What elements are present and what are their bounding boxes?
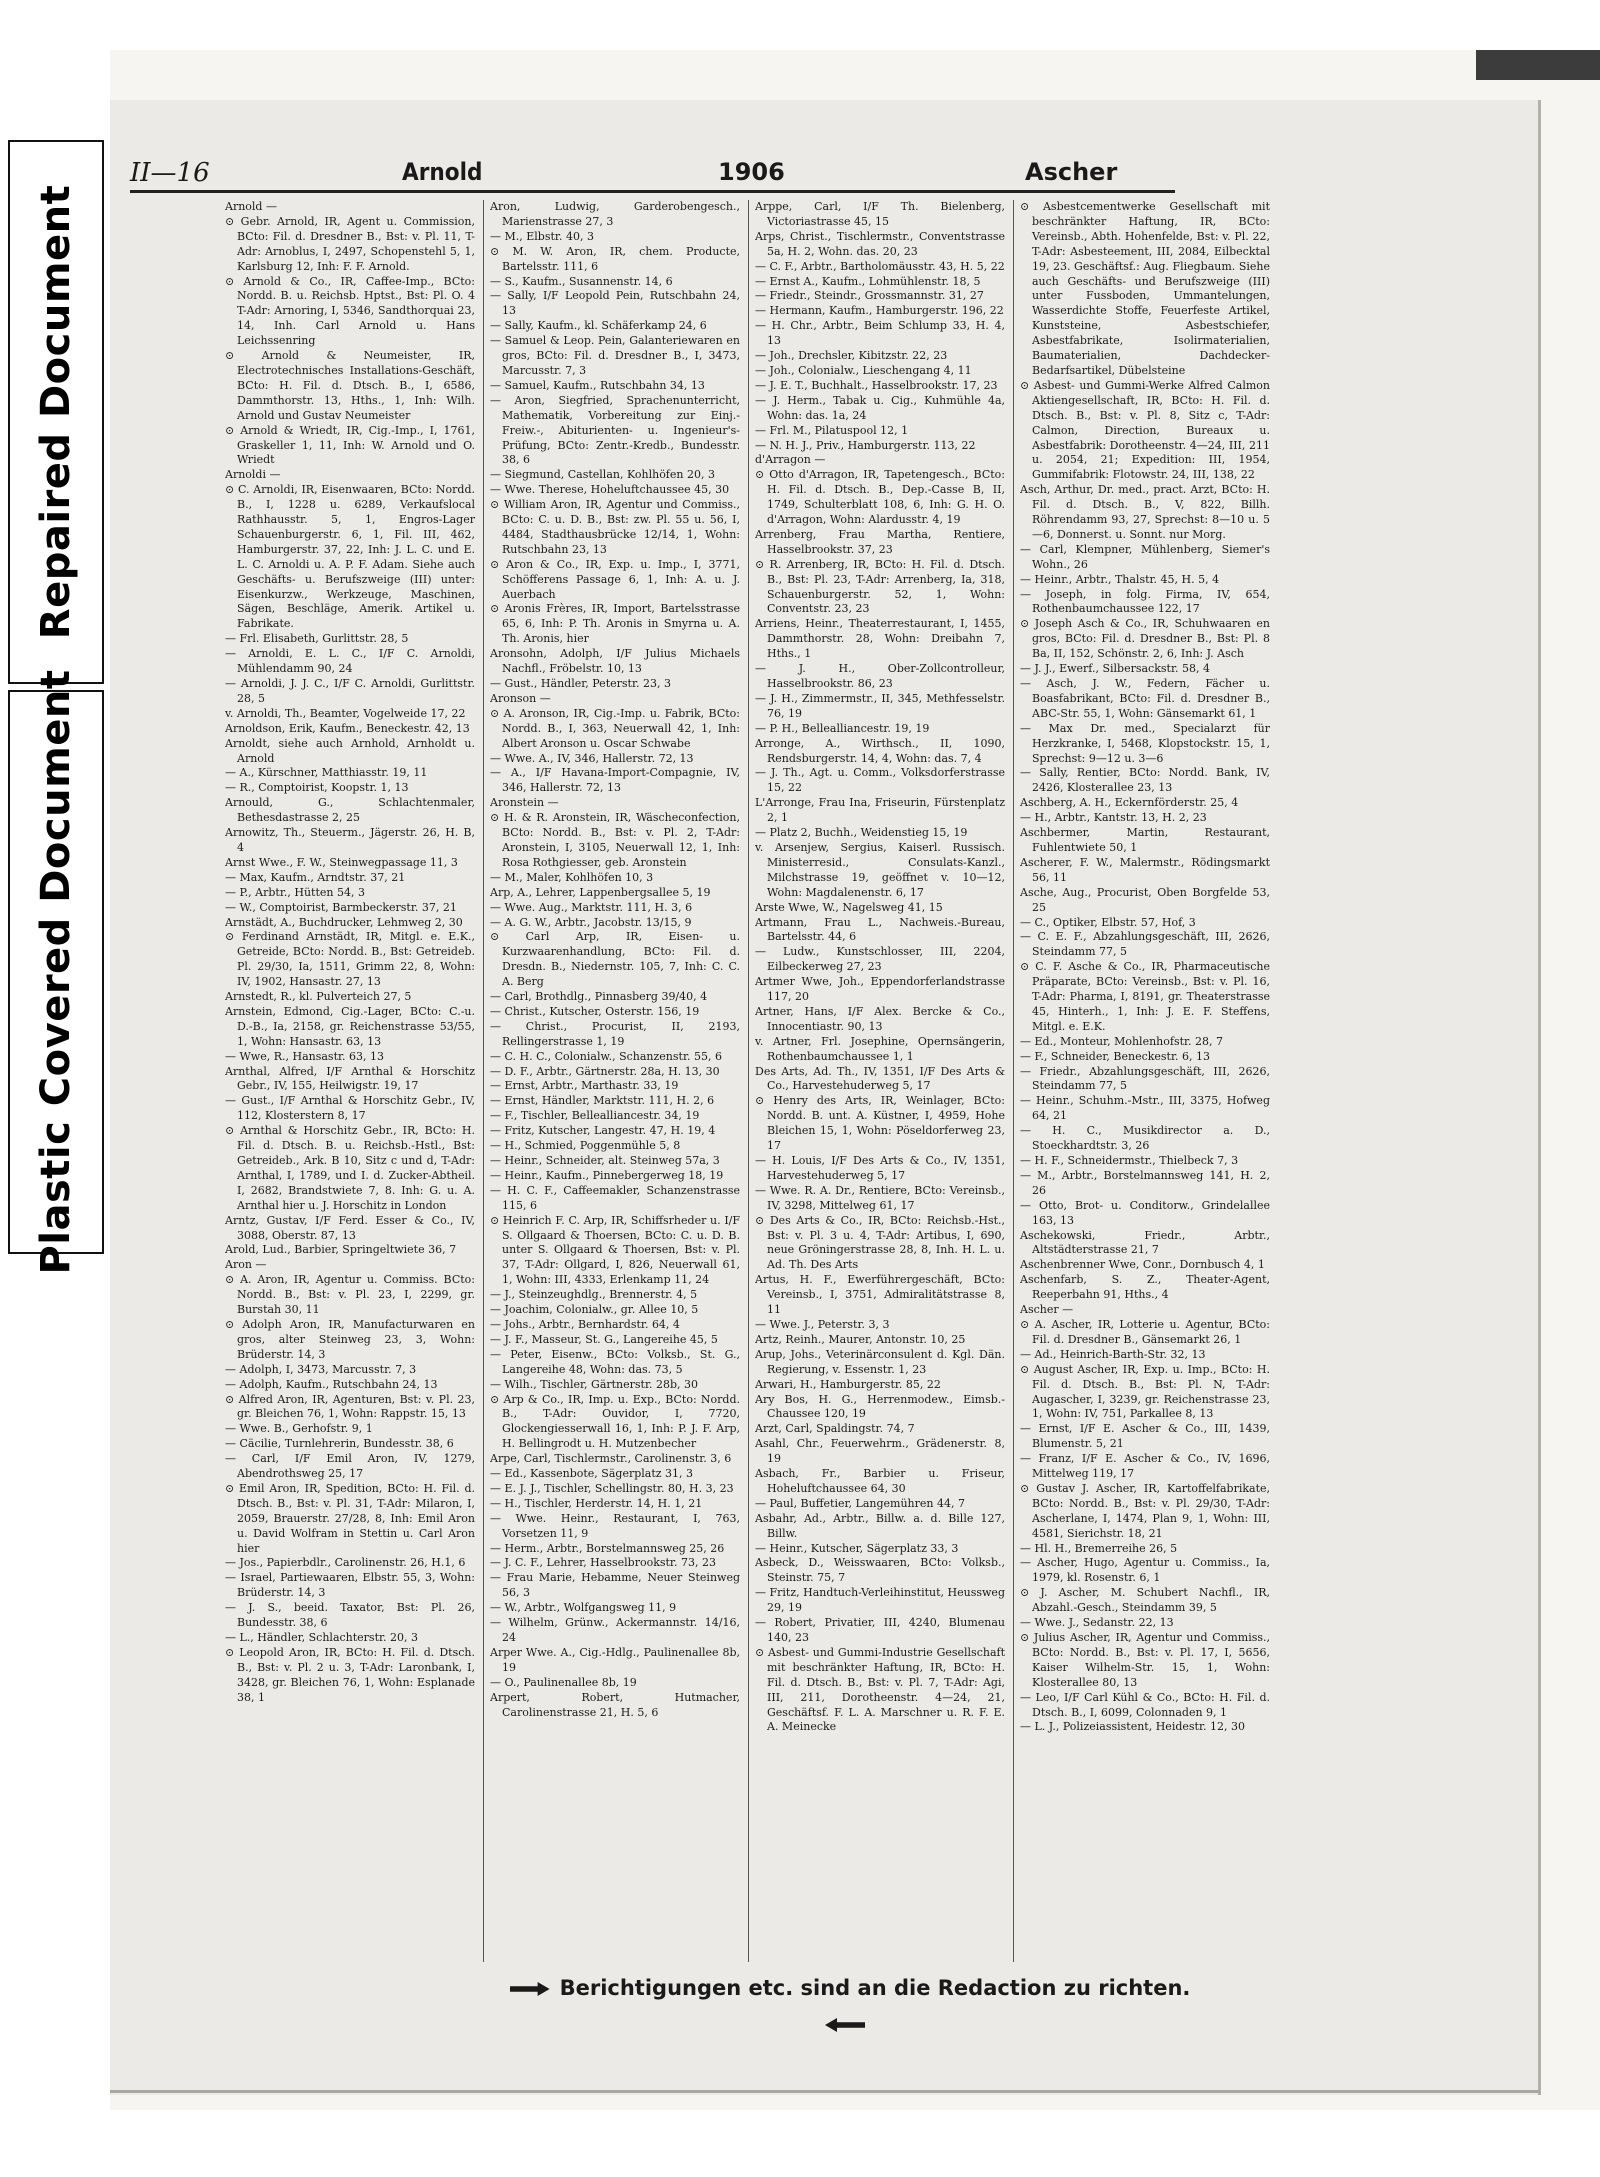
pointing-hand-icon [510, 1982, 550, 1996]
directory-entry: Arnstein, Edmond, Cig.-Lager, BCto: C.-u. D.-B., Ia, 2158, gr. Reichenstrasse 53/55, 1, Wohn: Hansastr. 63, 13 [225, 1004, 475, 1048]
directory-entry: — C. H. C., Colonialw., Schanzenstr. 55, 6 [490, 1049, 722, 1063]
directory-entry: ⊙ Gustav J. Ascher, IR, Kartoffelfabrikate, BCto: Nordd. B., Bst: v. Pl. 29/30, T-Adr: Ascherlane, I, 1474, Plan 9, 1, Wohn: III, 4581, Sierichstr. 18, 21 [1020, 1481, 1270, 1540]
directory-entry: ⊙ Otto d'Arragon, IR, Tapetengesch., BCto: H. Fil. d. Dtsch. B., Dep.-Casse B, II, 1749, Schulterblatt 108, 6, Inh: G. H. O. d'Arragon, Wohn: Alardusstr. 4, 19 [755, 468, 1005, 527]
directory-entry: v. Arsenjew, Sergius, Kaiserl. Russisch. Ministerresid., Consulats-Kanzl., Milchstrasse 19, geöffnet v. 10—12, Wohn: Magdalenenstr. 6, 17 [755, 840, 1005, 899]
directory-entry: L'Arronge, Frau Ina, Friseurin, Fürstenplatz 2, 1 [755, 796, 1005, 825]
directory-entry: — W., Arbtr., Wolfgangsweg 11, 9 [490, 1601, 677, 1615]
directory-entry: — H. C. F., Caffeemakler, Schanzenstrasse 115, 6 [490, 1183, 740, 1212]
directory-entry: — Christ., Procurist, II, 2193, Rellingerstrasse 1, 19 [490, 1019, 740, 1048]
directory-entry: — H., Arbtr., Kantstr. 13, H. 2, 23 [1020, 811, 1207, 825]
page-footer [485, 1970, 1205, 2006]
directory-entry: — Ernst, I/F E. Ascher & Co., III, 1439, Blumenstr. 5, 21 [1020, 1422, 1270, 1451]
directory-entry: — Ed., Kassenbote, Sägerplatz 31, 3 [490, 1467, 694, 1481]
directory-entry: — Carl, I/F Emil Aron, IV, 1279, Abendrothsweg 25, 17 [225, 1452, 475, 1481]
repaired-label: Repaired Document [33, 184, 79, 640]
directory-entry: Asche, Aug., Procurist, Oben Borgfelde 53, 25 [1020, 885, 1270, 914]
side-label-strip [0, 0, 110, 2177]
directory-entry: ⊙ R. Arrenberg, IR, BCto: H. Fil. d. Dtsch. B., Bst: Pl. 23, T-Adr: Arrenberg, Ia, 318, Schauenburgerstr. 52, 1, Wohn: Conventstr. 23, 23 [755, 557, 1005, 616]
directory-entry: — H. C., Musikdirector a. D., Stoeckhardtstr. 3, 26 [1020, 1124, 1270, 1153]
directory-entry: — Sally, Kaufm., kl. Schäferkamp 24, 6 [490, 319, 707, 333]
directory-entry: — Ludw., Kunstschlosser, III, 2204, Eilbeckerweg 27, 23 [755, 945, 1005, 974]
directory-entry: — Joachim, Colonialw., gr. Allee 10, 5 [490, 1303, 699, 1317]
directory-entry: ⊙ C. F. Asche & Co., IR, Pharmaceutische Präparate, BCto: Vereinsb., Bst: v. Pl. 16, T-Adr: Pharma, I, 8191, gr. Theaterstrasse 45, Hinterh., 1, Inh: J. E. F. Steffens, Mitgl. e. E.K. [1020, 960, 1270, 1033]
directory-entry: — J. E. T., Buchhalt., Hasselbrookstr. 17, 23 [755, 378, 998, 392]
directory-entry: ⊙ William Aron, IR, Agentur und Commiss., BCto: C. u. D. B., Bst: zw. Pl. 55 u. 56, I, 4484, Stadthausbrücke 12/14, 1, Wohn: Rutschbahn 23, 13 [490, 498, 740, 556]
directory-entry: Arps, Christ., Tischlermstr., Conventstrasse 5a, H. 2, Wohn. das. 20, 23 [755, 229, 1005, 258]
directory-entry: Aschenbrenner Wwe, Conr., Dornbusch 4, 1 [1020, 1258, 1265, 1272]
directory-entry: — Jos., Papierbdlr., Carolinenstr. 26, H.1, 6 [225, 1556, 466, 1570]
directory-entry: ⊙ Arnthal & Horschitz Gebr., IR, BCto: H. Fil. d. Dtsch. B. u. Reichsb.-Hstl., Bst: Getreideb., Ark. B 10, Sitz c und d, T-Adr: Arnthal, I, 1789, und I. d. Zucker-Abtheil. I, 2682, Brandstwiete 7, 8. Inh: G. u. A. Arnthal hier u. J. Horschitz in London [225, 1124, 475, 1212]
header-year: 1906 [718, 158, 785, 186]
directory-entry: Arnoldson, Erik, Kaufm., Beneckestr. 42, 13 [225, 721, 470, 735]
directory-entry: Asbach, Fr., Barbier u. Friseur, Hoheluftchaussee 64, 30 [755, 1467, 1005, 1495]
directory-entry: — Sally, Rentier, BCto: Nordd. Bank, IV, 2426, Klosterallee 23, 13 [1020, 766, 1270, 795]
directory-entry: — Joseph, in folg. Firma, IV, 654, Rothenbaumchaussee 122, 17 [1020, 587, 1270, 616]
plastic-covered-label-box [8, 669, 104, 1275]
directory-entry: — Ad., Heinrich-Barth-Str. 32, 13 [1020, 1347, 1206, 1361]
directory-entry: — Cäcilie, Turnlehrerin, Bundesstr. 38, 6 [225, 1437, 454, 1451]
directory-entry: — Gust., I/F Arnthal & Horschitz Gebr., IV, 112, Klosterstern 8, 17 [225, 1094, 475, 1123]
directory-entry: ⊙ Heinrich F. C. Arp, IR, Schiffsrheder u. I/F S. Ollgaard & Thoersen, BCto: C. u. D. B. unter S. Ollgaard & Thoersen, Bst: v. Pl. 37, T-Adr: Ollgard, I, 826, Neuerwall 61, 1, Wohn: III, 4333, Erlenkamp 11, 24 [490, 1213, 740, 1287]
directory-entry: — Heinr., Kaufm., Pinnebergerweg 18, 19 [490, 1168, 724, 1182]
directory-entry: ⊙ Arnold & Wriedt, IR, Cig.-Imp., I, 1761, Graskeller 1, 11, Inh: W. Arnold und O. Wriedt [225, 423, 475, 467]
directory-entry: — E. J. J., Tischler, Schellingstr. 80, H. 3, 23 [490, 1481, 734, 1495]
directory-entry: — Max Dr. med., Specialarzt für Herzkranke, I, 5468, Klopstockstr. 15, 1, Sprechst: 9—12 u. 3—6 [1020, 721, 1270, 765]
directory-entry: — P., Arbtr., Hütten 54, 3 [225, 885, 365, 899]
directory-entry: — J. H., Zimmermstr., II, 345, Methfesselstr. 76, 19 [755, 691, 1005, 720]
directory-entry: — H., Schmied, Poggenmühle 5, 8 [490, 1139, 681, 1153]
directory-entry: — F., Schneider, Beneckestr. 6, 13 [1020, 1049, 1211, 1063]
directory-entry: Arnstädt, A., Buchdrucker, Lehmweg 2, 30 [225, 915, 463, 929]
directory-entry: ⊙ Ferdinand Arnstädt, IR, Mitgl. e. E.K., Getreide, BCto: Nordd. B., Bst: Getreideb. Pl. 29/30, Ia, 1511, Grimm 22, 8, Wohn: IV, 1902, Hansastr. 27, 13 [225, 930, 475, 989]
repaired-label-box [8, 140, 104, 684]
directory-entry: — Adolph, I, 3473, Marcusstr. 7, 3 [225, 1362, 417, 1376]
directory-entry: Aronson — [490, 691, 551, 705]
directory-entry: ⊙ Asbest- und Gummi-Industrie Gesellschaft mit beschränkter Haftung, IR, BCto: H. Fil. d. Dtsch. B., Bst: v. Pl. 7, T-Adr: Agi, III, 211, Dorotheenstr. 4—24, 21, Geschäftsf. F. L. A. Marschner u. R. F. E. A. Meinecke [755, 1645, 1005, 1734]
directory-entry: ⊙ J. Ascher, M. Schubert Nachfl., IR, Abzahl.-Gesch., Steindamm 39, 5 [1020, 1586, 1270, 1615]
directory-entry: — H. Louis, I/F Des Arts & Co., IV, 1351, Harvestehuderweg 5, 17 [755, 1154, 1005, 1182]
column-divider [748, 200, 749, 1962]
directory-entry: Arnstedt, R., kl. Pulverteich 27, 5 [225, 990, 412, 1004]
directory-entry: — Wwe. B., Gerhofstr. 9, 1 [225, 1422, 373, 1436]
directory-entry: — Samuel & Leop. Pein, Galanteriewaren en gros, BCto: Fil. d. Dresdner B., I, 3473, Marcusstr. 7, 3 [490, 334, 740, 377]
directory-entry: Arnoldi — [225, 468, 281, 482]
directory-entry: ⊙ Julius Ascher, IR, Agentur und Commiss., BCto: Nordd. B., Bst: v. Pl. 17, I, 5656, Kaiser Wilhelm-Str. 15, 1, Wohn: Klosterallee 80, 13 [1020, 1631, 1270, 1689]
directory-entry: Ary Bos, H. G., Herrenmodew., Eimsb.-Chaussee 120, 19 [755, 1392, 1005, 1421]
directory-entry: ⊙ Adolph Aron, IR, Manufacturwaren en gros, alter Steinweg 23, 3, Wohn: Brüderstr. 14, 3 [225, 1317, 475, 1361]
directory-entry: Arste Wwe, W., Nagelsweg 41, 15 [755, 900, 943, 914]
directory-entry: ⊙ Emil Aron, IR, Spedition, BCto: H. Fil. d. Dtsch. B., Bst: v. Pl. 31, T-Adr: Milaron, I, 2059, Brauerstr. 27/28, 8, Inh: Emil Aron u. David Wolfram in Stettin u. Carl Aron hier [225, 1481, 475, 1555]
directory-entry: — Asch, J. W., Federn, Fächer u. Boasfabrikant, BCto: Fil. d. Dresdner B., ABC-Str. 55, 1, Wohn: Gänsemarkt 61, 1 [1020, 677, 1270, 720]
directory-entry: — Ed., Monteur, Mohlenhofstr. 28, 7 [1020, 1034, 1224, 1048]
directory-entry: ⊙ Arp & Co., IR, Imp. u. Exp., BCto: Nordd. B., T-Adr: Ouvidor, I, 7720, Glockengiesserwall 16, 1, Inh: P. J. F. Arp, H. Bellingrodt u. H. Mutzenbecher [490, 1392, 740, 1451]
directory-entry: — Heinr., Schuhm.-Mstr., III, 3375, Hofweg 64, 21 [1020, 1094, 1270, 1123]
directory-entry: ⊙ A. Aronson, IR, Cig.-Imp. u. Fabrik, BCto: Nordd. B., I, 363, Neuerwall 42, 1, Inh: Albert Aronson u. Oscar Schwabe [490, 706, 740, 750]
directory-entry: Arper Wwe. A., Cig.-Hdlg., Paulinenallee 8b, 19 [490, 1645, 740, 1674]
directory-entry: ⊙ Arnold & Neumeister, IR, Electrotechnisches Installations-Geschäft, BCto: H. Fil. d. Dtsch. B., I, 6586, Dammthorstr. 13, Hths., 1, Inh: Wilh. Arnold und Gustav Neumeister [225, 349, 475, 422]
directory-entry: Asch, Arthur, Dr. med., pract. Arzt, BCto: H. Fil. d. Dtsch. B., V, 822, Billh. Röhrendamm 93, 27, Sprechst: 8—10 u. 5—6, Donnerst. u. Sonnt. nur Morg. [1020, 483, 1270, 541]
header-last-entry: Ascher [1025, 158, 1118, 186]
directory-entry: Arp, A., Lehrer, Lappenbergsallee 5, 19 [490, 885, 711, 899]
directory-entry: — Frl. M., Pilatuspool 12, 1 [755, 423, 909, 437]
directory-entry: Arnowitz, Th., Steuerm., Jägerstr. 26, H. B, 4 [225, 826, 475, 854]
directory-entry: — Franz, I/F E. Ascher & Co., IV, 1696, Mittelweg 119, 17 [1020, 1452, 1270, 1481]
directory-entry: Artus, H. F., Ewerführergeschäft, BCto: Vereinsb., I, 3751, Admiralitätstrasse 8, 11 [755, 1273, 1005, 1317]
directory-entry: Arpe, Carl, Tischlermstr., Carolinenstr. 3, 6 [490, 1452, 732, 1466]
directory-entry: Asbahr, Ad., Arbtr., Billw. a. d. Bille 127, Billw. [755, 1511, 1005, 1540]
directory-entry: Asbeck, D., Weisswaaren, BCto: Volksb., Steinstr. 75, 7 [755, 1556, 1005, 1585]
page-number: II—16 [130, 158, 210, 188]
directory-entry: ⊙ Asbestcementwerke Gesellschaft mit beschränkter Haftung, IR, BCto: Vereinsb., Abth. Hohenfelde, Bst: v. Pl. 22, T-Adr: Asbesteement, III, 2084, Eilbecktal 19, 23. Geschäftsf.: Aug. Fliegbaum. Siehe auch Geschäfts- und Berufszweige (III) unter Fussboden, Ummantelungen, Wasserdichte Stoffe, Feuerfeste Artikel, Kunststeine, Asbestschiefer, Asbestfabrikate, Isolirmaterialien, Baumaterialien, Dachdecker-Bedarfsartikel, Dübelsteine [1020, 200, 1270, 377]
directory-entry: ⊙ Aron & Co., IR, Exp. u. Imp., I, 3771, Schöfferens Passage 6, 1, Inh: A. u. J. Auerbach [490, 557, 740, 601]
directory-entry: — J. F., Masseur, St. G., Langereihe 45, 5 [490, 1332, 718, 1346]
directory-entry: v. Arnoldi, Th., Beamter, Vogelweide 17, 22 [225, 706, 466, 720]
directory-entry: Arnould, G., Schlachtenmaler, Bethesdastrasse 2, 25 [225, 796, 475, 825]
directory-entry: — J. S., beeid. Taxator, Bst: Pl. 26, Bundesstr. 38, 6 [225, 1601, 475, 1630]
directory-entry: Artmer Wwe, Joh., Eppendorferlandstrasse 117, 20 [755, 975, 1005, 1004]
directory-entry: Aronsohn, Adolph, I/F Julius Michaels Nachfl., Fröbelstr. 10, 13 [490, 647, 740, 676]
directory-entry: — Carl, Brothdlg., Pinnasberg 39/40, 4 [490, 990, 708, 1004]
directory-entry: — Platz 2, Buchh., Weidenstieg 15, 19 [755, 826, 968, 840]
directory-entry: ⊙ Joseph Asch & Co., IR, Schuhwaaren en gros, BCto: Fil. d. Dresdner B., Bst: Pl. 8 Ba, II, 152, Schönstr. 2, 6, Inh: J. Asch [1020, 617, 1270, 661]
directory-entry: — Leo, I/F Carl Kühl & Co., BCto: H. Fil. d. Dtsch. B., I, 6099, Colonnaden 9, 1 [1020, 1690, 1270, 1719]
directory-entry: Arrenberg, Frau Martha, Rentiere, Hasselbrookstr. 37, 23 [755, 527, 1005, 556]
directory-entry: — Peter, Eisenw., BCto: Volksb., St. G., Langereihe 48, Wohn: das. 73, 5 [490, 1347, 740, 1376]
directory-entry: ⊙ Leopold Aron, IR, BCto: H. Fil. d. Dtsch. B., Bst: v. Pl. 2 u. 3, T-Adr: Laronbank, I, 3428, gr. Bleichen 76, 1, Wohn: Esplanade 38, 1 [225, 1645, 475, 1704]
directory-entry: — Wilh., Tischler, Gärtnerstr. 28b, 30 [490, 1377, 699, 1391]
directory-entry: — Christ., Kutscher, Osterstr. 156, 19 [490, 1004, 700, 1018]
directory-entry: ⊙ Asbest- und Gummi-Werke Alfred Calmon Aktiengesellschaft, IR, BCto: H. Fil. d. Dtsch. B., Bst: v. Pl. 8, Sitz c, T-Adr: Calmon, Direction, Bureaux u. Asbestfabrik: Dorotheenstr. 4—24, III, 211 u. 2054, 21; Expedition: III, 1954, Gummifabrik: Flotowstr. 24, III, 138, 22 [1020, 378, 1270, 482]
directory-entry: — J. C. F., Lehrer, Hasselbrookstr. 73, 23 [490, 1556, 716, 1570]
directory-entry: — D. F., Arbtr., Gärtnerstr. 28a, H. 13, 30 [490, 1064, 720, 1078]
directory-entry: — Aron, Siegfried, Sprachenunterricht, Mathematik, Vorbereitung zur Einj.-Freiw.-, Abiturienten- u. Ingenieur's-Prüfung, BCto: Zentr.-Kredb., Bundesstr. 38, 6 [490, 393, 740, 467]
column-4 [1020, 200, 1270, 1962]
directory-entry: Aron, Ludwig, Garderobengesch., Marienstrasse 27, 3 [490, 200, 740, 228]
directory-entry: — Arnoldi, J. J. C., I/F C. Arnoldi, Gurlittstr. 28, 5 [225, 677, 475, 705]
directory-entry: Arriens, Heinr., Theaterrestaurant, I, 1455, Dammthorstr. 28, Wohn: Dreibahn 7, Hths., 1 [755, 617, 1005, 661]
directory-entry: — Paul, Buffetier, Langemühren 44, 7 [755, 1496, 965, 1510]
directory-entry: Aschbermer, Martin, Restaurant, Fuhlentwiete 50, 1 [1020, 826, 1270, 854]
directory-entry: — Wwe. Aug., Marktstr. 111, H. 3, 6 [490, 900, 693, 914]
page-bottom-edge [100, 2090, 1540, 2093]
directory-entry: Artmann, Frau L., Nachweis.-Bureau, Bartelsstr. 44, 6 [755, 915, 1005, 944]
directory-entry: — Arnoldi, E. L. C., I/F C. Arnoldi, Mühlendamm 90, 24 [225, 647, 475, 676]
directory-entry: — Heinr., Schneider, alt. Steinweg 57a, 3 [490, 1154, 720, 1167]
directory-entry: — C., Optiker, Elbstr. 57, Hof, 3 [1020, 915, 1196, 929]
directory-entry: — M., Elbstr. 40, 3 [490, 229, 594, 243]
directory-entry: ⊙ Des Arts & Co., IR, BCto: Reichsb.-Hst., Bst: v. Pl. 3 u. 4, T-Adr: Artibus, I, 690, neue Gröningerstrasse 28, 8, Inh. H. L. u. Ad. Th. Des Arts [755, 1213, 1005, 1272]
directory-entry: — N. H. J., Priv., Hamburgerstr. 113, 22 [755, 438, 976, 452]
directory-entry: — Ascher, Hugo, Agentur u. Commiss., Ia, 1979, kl. Rosenstr. 6, 1 [1020, 1556, 1270, 1585]
column-divider [1013, 200, 1014, 1962]
directory-entry: — Robert, Privatier, III, 4240, Blumenau 140, 23 [755, 1616, 1005, 1644]
pointing-hand-icon [825, 2018, 865, 2032]
directory-entry: Arwari, H., Hamburgerstr. 85, 22 [755, 1377, 941, 1391]
directory-entry: ⊙ C. Arnoldi, IR, Eisenwaaren, BCto: Nordd. B., I, 1228 u. 6289, Verkaufslocal Rathhausstr. 5, 1, Engros-Lager Schauenburgerstr. 6, 1, Fil. III, 462, Hamburgerstr. 37, 22, Inh: J. L. C. und E. L. C. Arnoldi u. A. P. F. Adam. Siehe auch Geschäfts- u. Berufszweige (III) unter: Eisenkurzw., Werkzeuge, Maschinen, Sägen, Beschläge, Amerik. Artikel u. Fabrikate. [225, 483, 475, 631]
directory-entry: — A., I/F Havana-Import-Compagnie, IV, 346, Hallerstr. 72, 13 [490, 766, 740, 795]
directory-entry: Arnold — [225, 200, 277, 213]
directory-entry: — J., Steinzeughdlg., Brennerstr. 4, 5 [490, 1288, 698, 1302]
directory-entry: Ascherer, F. W., Malermstr., Rödingsmarkt 56, 11 [1020, 855, 1270, 884]
directory-entry: ⊙ Carl Arp, IR, Eisen- u. Kurzwaarenhandlung, BCto: Fil. d. Dresdn. B., Niedernstr. 105, 7, Inh: C. C. A. Berg [490, 930, 740, 989]
directory-entry: Arronge, A., Wirthsch., II, 1090, Rendsburgerstr. 14, 4, Wohn: das. 7, 4 [755, 736, 1005, 765]
directory-columns [225, 200, 1270, 1962]
directory-entry: — H. F., Schneidermstr., Thielbeck 7, 3 [1020, 1154, 1239, 1167]
directory-entry: — J. J., Ewerf., Silbersackstr. 58, 4 [1020, 662, 1210, 676]
directory-entry: — P. H., Bellealliancestr. 19, 19 [755, 721, 930, 735]
directory-entry: d'Arragon — [755, 453, 826, 467]
directory-entry: — Sally, I/F Leopold Pein, Rutschbahn 24, 13 [490, 289, 740, 318]
directory-entry: — J. Herm., Tabak u. Cig., Kuhmühle 4a, Wohn: das. 1a, 24 [755, 393, 1005, 422]
directory-entry: — H. Chr., Arbtr., Beim Schlump 33, H. 4, 13 [755, 319, 1005, 348]
directory-entry: — Wwe. Heinr., Restaurant, I, 763, Vorsetzen 11, 9 [490, 1511, 740, 1540]
directory-entry: Artz, Reinh., Maurer, Antonstr. 10, 25 [755, 1332, 966, 1346]
page-header [130, 150, 1175, 194]
directory-entry: Artner, Hans, I/F Alex. Bercke & Co., Innocentiastr. 90, 13 [755, 1004, 1005, 1033]
directory-entry: — S., Kaufm., Susannenstr. 14, 6 [490, 274, 673, 288]
directory-entry: — Ernst A., Kaufm., Lohmühlenstr. 18, 5 [755, 274, 981, 288]
directory-entry: — Otto, Brot- u. Conditorw., Grindelallee 163, 13 [1020, 1198, 1270, 1227]
directory-entry: — O., Paulinenallee 8b, 19 [490, 1675, 637, 1689]
directory-entry: Arnoldt, siehe auch Arnhold, Arnholdt u. Arnold [225, 736, 475, 765]
directory-entry: ⊙ M. W. Aron, IR, chem. Producte, Bartelsstr. 111, 6 [490, 244, 740, 273]
directory-entry: — Gust., Händler, Peterstr. 23, 3 [490, 677, 671, 690]
directory-entry: — Joh., Colonialw., Lieschengang 4, 11 [755, 363, 972, 377]
header-first-entry: Arnold [402, 158, 483, 186]
directory-entry: — Wilhelm, Grünw., Ackermannstr. 14/16, 24 [490, 1616, 740, 1644]
directory-entry: — M., Arbtr., Borstelmannsweg 141, H. 2, 26 [1020, 1168, 1270, 1197]
directory-entry: — Max, Kaufm., Arndtstr. 37, 21 [225, 870, 406, 884]
directory-entry: Ascher — [1020, 1303, 1074, 1317]
directory-entry: — M., Maler, Kohlhöfen 10, 3 [490, 870, 654, 884]
directory-entry: ⊙ Gebr. Arnold, IR, Agent u. Commission, BCto: Fil. d. Dresdner B., Bst: v. Pl. 11, T-Adr: Arnoblus, I, 2497, Schopenstehl 5, 1, Karlsburg 12, Inh: F. F. Arnold. [225, 214, 475, 273]
directory-entry: — Friedr., Abzahlungsgeschäft, III, 2626, Steindamm 77, 5 [1020, 1064, 1270, 1093]
directory-entry: — Wwe. R. A. Dr., Rentiere, BCto: Vereinsb., IV, 3298, Mittelweg 61, 17 [755, 1183, 1005, 1212]
scan-corner-tab [1476, 50, 1600, 80]
directory-entry: ⊙ August Ascher, IR, Exp. u. Imp., BCto: H. Fil. d. Dtsch. B., Bst: Pl. N, T-Adr: Augascher, I, 3239, gr. Reichenstrasse 23, 1, Wohn: IV, 751, Parkallee 8, 13 [1020, 1362, 1270, 1421]
directory-entry: — Heinr., Arbtr., Thalstr. 45, H. 5, 4 [1020, 572, 1220, 586]
directory-entry: — Ernst, Händler, Marktstr. 111, H. 2, 6 [490, 1094, 715, 1108]
directory-entry: — Friedr., Steindr., Grossmannstr. 31, 27 [755, 289, 984, 303]
directory-entry: ⊙ A. Ascher, IR, Lotterie u. Agentur, BCto: Fil. d. Dresdner B., Gänsemarkt 26, 1 [1020, 1317, 1270, 1346]
directory-entry: ⊙ H. & R. Aronstein, IR, Wäscheconfection, BCto: Nordd. B., Bst: v. Pl. 2, T-Adr: Aronstein, I, 3105, Neuerwall 12, 1, Inh: Rosa Rothgiesser, geb. Aronstein [490, 811, 740, 869]
directory-entry: — Herm., Arbtr., Borstelmannsweg 25, 26 [490, 1541, 725, 1555]
directory-entry: Arnthal, Alfred, I/F Arnthal & Horschitz Gebr., IV, 155, Heilwigstr. 19, 17 [225, 1064, 475, 1093]
directory-entry: Arpert, Robert, Hutmacher, Carolinenstrasse 21, H. 5, 6 [490, 1690, 740, 1719]
directory-entry: — Adolph, Kaufm., Rutschbahn 24, 13 [225, 1377, 438, 1391]
directory-entry: — Hermann, Kaufm., Hamburgerstr. 196, 22 [755, 304, 1004, 318]
directory-entry: ⊙ Aronis Frères, IR, Import, Bartelsstrasse 65, 6, Inh: P. Th. Aronis in Smyrna u. A. Th. Aronis, hier [490, 602, 740, 646]
directory-entry: — F., Tischler, Bellealliancestr. 34, 19 [490, 1109, 700, 1123]
header-rule [130, 190, 1175, 193]
directory-entry: Arzt, Carl, Spaldingstr. 74, 7 [755, 1422, 915, 1436]
directory-entry: Aronstein — [490, 796, 559, 810]
directory-entry: v. Artner, Frl. Josephine, Opernsängerin, Rothenbaumchaussee 1, 1 [755, 1034, 1005, 1063]
directory-entry: — A. G. W., Arbtr., Jacobstr. 13/15, 9 [490, 915, 692, 929]
directory-entry: — Wwe. J., Sedanstr. 22, 13 [1020, 1616, 1174, 1630]
column-2 [490, 200, 740, 1962]
directory-entry: — L., Händler, Schlachterstr. 20, 3 [225, 1631, 419, 1644]
directory-entry: Aschenfarb, S. Z., Theater-Agent, Reeperbahn 91, Hths., 4 [1020, 1273, 1270, 1302]
directory-entry: Arntz, Gustav, I/F Ferd. Esser & Co., IV, 3088, Oberstr. 87, 13 [225, 1213, 475, 1242]
directory-entry: ⊙ Henry des Arts, IR, Weinlager, BCto: Nordd. B. unt. A. Küstner, I, 4959, Hohe Bleichen 15, 1, Wohn: Pöseldorferweg 23, 17 [755, 1094, 1005, 1153]
scan-top-margin [0, 0, 1600, 50]
column-divider [483, 200, 484, 1962]
directory-entry: — Hl. H., Bremerreihe 26, 5 [1020, 1541, 1178, 1555]
directory-entry: — A., Kürschner, Matthiasstr. 19, 11 [225, 766, 428, 780]
directory-entry: — Fritz, Handtuch-Verleihinstitut, Heussweg 29, 19 [755, 1586, 1005, 1615]
directory-entry: — Johs., Arbtr., Bernhardstr. 64, 4 [490, 1317, 680, 1331]
column-3 [755, 200, 1005, 1962]
directory-entry: — Israel, Partiewaaren, Elbstr. 55, 3, Wohn: Brüderstr. 14, 3 [225, 1571, 475, 1600]
directory-entry: Aschekowski, Friedr., Arbtr., Altstädterstrasse 21, 7 [1020, 1228, 1270, 1257]
directory-entry: — W., Comptoirist, Barmbeckerstr. 37, 21 [225, 900, 457, 914]
directory-entry: — Ernst, Arbtr., Marthastr. 33, 19 [490, 1079, 679, 1093]
directory-entry: — Frau Marie, Hebamme, Neuer Steinweg 56, 3 [490, 1571, 740, 1600]
directory-entry: Arppe, Carl, I/F Th. Bielenberg, Victoriastrasse 45, 15 [755, 200, 1005, 228]
directory-entry: — Wwe. Therese, Hoheluftchaussee 45, 30 [490, 483, 730, 497]
directory-entry: — Joh., Drechsler, Kibitzstr. 22, 23 [755, 349, 948, 363]
directory-entry: — Fritz, Kutscher, Langestr. 47, H. 19, 4 [490, 1124, 716, 1138]
directory-entry: Aron — [225, 1258, 267, 1272]
directory-entry: Des Arts, Ad. Th., IV, 1351, I/F Des Arts & Co., Harvestehuderweg 5, 17 [755, 1064, 1005, 1093]
directory-entry: — C. E. F., Abzahlungsgeschäft, III, 2626, Steindamm 77, 5 [1020, 930, 1270, 959]
directory-entry: — Frl. Elisabeth, Gurlittstr. 28, 5 [225, 632, 409, 646]
directory-entry: — Wwe. J., Peterstr. 3, 3 [755, 1317, 890, 1331]
directory-entry: — Carl, Klempner, Mühlenberg, Siemer's Wohn., 26 [1020, 542, 1270, 571]
directory-entry: ⊙ A. Aron, IR, Agentur u. Commiss. BCto: Nordd. B., Bst: v. Pl. 23, I, 2299, gr. Burstah 30, 11 [225, 1273, 475, 1317]
directory-entry: — Samuel, Kaufm., Rutschbahn 34, 13 [490, 378, 705, 392]
column-1 [225, 200, 475, 1962]
directory-entry: — Wwe. A., IV, 346, Hallerstr. 72, 13 [490, 751, 694, 765]
directory-entry: Arold, Lud., Barbier, Springeltwiete 36, 7 [225, 1243, 457, 1257]
directory-entry: Arup, Johs., Veterinärconsulent d. Kgl. Dän. Regierung, v. Essenstr. 1, 23 [755, 1347, 1005, 1376]
footer-note: Berichtigungen etc. sind an die Redaction zu richten. [559, 1976, 1191, 2000]
directory-entry: — Heinr., Kutscher, Sägerplatz 33, 3 [755, 1541, 959, 1555]
scan-bottom-margin [0, 2110, 1600, 2177]
directory-entry: Aschberg, A. H., Eckernförderstr. 25, 4 [1020, 796, 1239, 810]
directory-entry: — H., Tischler, Herderstr. 14, H. 1, 21 [490, 1496, 703, 1510]
directory-entry: Arnst Wwe., F. W., Steinwegpassage 11, 3 [225, 855, 458, 869]
directory-entry: — C. F., Arbtr., Bartholomäusstr. 43, H. 5, 22 [755, 259, 1005, 273]
plastic-covered-label: Plastic Covered Document [33, 669, 79, 1275]
directory-entry: — J. Th., Agt. u. Comm., Volksdorferstrasse 15, 22 [755, 766, 1005, 795]
directory-entry: Asahl, Chr., Feuerwehrm., Grädenerstr. 8, 19 [755, 1437, 1005, 1466]
directory-entry: — R., Comptoirist, Koopstr. 1, 13 [225, 781, 409, 795]
directory-entry: — Wwe, R., Hansastr. 63, 13 [225, 1049, 385, 1063]
directory-entry: ⊙ Arnold & Co., IR, Caffee-Imp., BCto: Nordd. B. u. Reichsb. Hptst., Bst: Pl. O. 4 T-Adr: Arnoring, I, 5346, Sandthorquai 23, 14, Inh. Carl Arnold u. Hans Leichssenring [225, 274, 475, 348]
directory-entry: ⊙ Alfred Aron, IR, Agenturen, Bst: v. Pl. 23, gr. Bleichen 76, 1, Wohn: Rappstr. 15, 13 [225, 1392, 475, 1421]
directory-entry: — J. H., Ober-Zollcontrolleur, Hasselbrookstr. 86, 23 [755, 662, 1005, 690]
directory-entry: — L. J., Polizeiassistent, Heidestr. 12, 30 [1020, 1720, 1245, 1734]
directory-entry: — Siegmund, Castellan, Kohlhöfen 20, 3 [490, 468, 715, 482]
